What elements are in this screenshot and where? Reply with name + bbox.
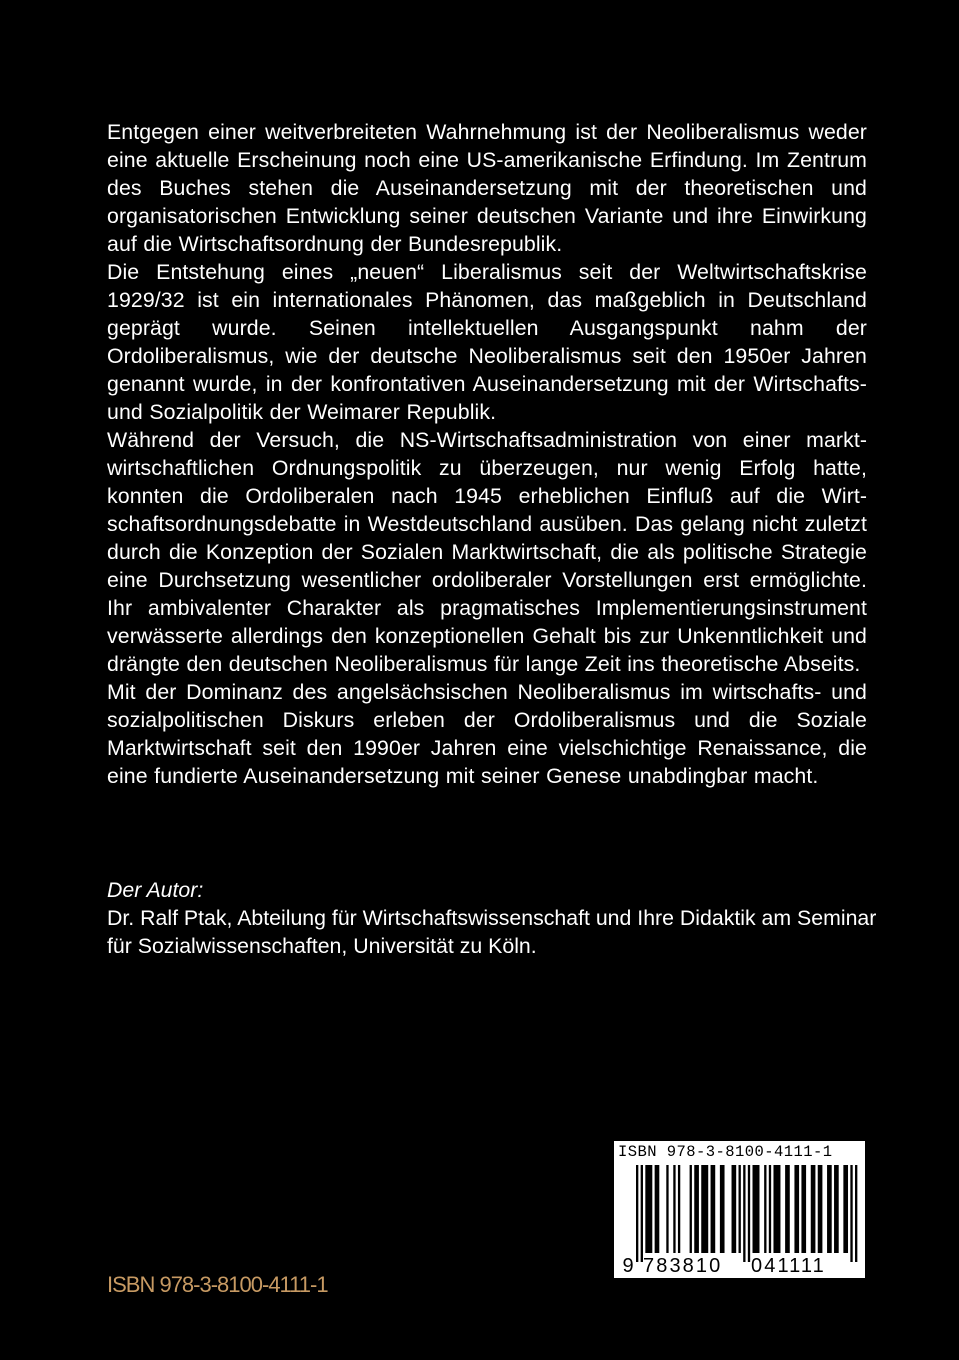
barcode-bar (645, 1165, 652, 1253)
barcode-bar (690, 1165, 692, 1253)
barcode-guard-bar (641, 1165, 643, 1262)
barcode-graphic (614, 1141, 865, 1278)
barcode-bar (801, 1165, 806, 1253)
barcode-bar (701, 1165, 708, 1253)
blurb-paragraph: Mit der Dominanz des angelsächsischen Neoliberalismus im wirtschafts- und sozialpolitischen Diskurs erleben der Ordoliberalismus und die Soziale Marktwirtschaft seit den 1990er Jahren eine vielschichtige Renaissance, die eine fundierte Auseinandersetzung mit seiner Genese unabdingbar macht. (107, 680, 867, 788)
barcode-bar (694, 1165, 699, 1253)
barcode-bar (655, 1165, 660, 1253)
barcode-bar (720, 1165, 725, 1253)
barcode-bar (732, 1165, 737, 1253)
barcode-bar (753, 1165, 760, 1253)
back-cover-blurb (107, 118, 867, 790)
barcode-bar (764, 1165, 766, 1253)
blurb-paragraph: Die Entstehung eines „neuen“ Liberalismus seit der Weltwirtschaftskrise 1929/32 ist ein internationales Phänomen, das maßgeblich in Deutschland geprägt wurde. Seinen intellektuellen Ausgangspunkt nahm der Ordoliberalismus, wie der deutsche Neoliberalismus seit den 1950er Jahren genannt wurde, in der konfrontativen Auseinandersetzung mit der Wirtschafts- und Sozialpolitik der Weimarer Republik. (107, 260, 867, 424)
barcode-bar (773, 1165, 780, 1253)
isbn-text: ISBN 978-3-8100-4111-1 (107, 1272, 328, 1297)
barcode-bar (834, 1165, 839, 1253)
barcode-bar (811, 1165, 816, 1253)
barcode-bar (666, 1165, 668, 1253)
barcode-guard-bar (636, 1165, 638, 1262)
barcode-bar (711, 1165, 716, 1253)
barcode-bar (739, 1165, 741, 1253)
barcode-isbn-label: ISBN 978-3-8100-4111-1 (618, 1143, 833, 1161)
barcode-bar (678, 1165, 680, 1253)
ean-first-digit: 9 (622, 1255, 634, 1277)
barcode-bar (827, 1165, 832, 1253)
ean-left-digits: 783810 (643, 1255, 723, 1277)
author-bio: Dr. Ralf Ptak, Abteilung für Wirtschaftswissenschaft und Ihre Didaktik am Seminar für Sozialwissenschaften, Universität zu Köln. (107, 906, 877, 958)
barcode-bar (769, 1165, 771, 1253)
isbn-barcode (614, 1141, 865, 1278)
barcode-guard-bar (855, 1165, 857, 1262)
barcode-bar (843, 1165, 848, 1253)
barcode-bar (818, 1165, 823, 1253)
blurb-paragraph: Entgegen einer weitverbreiteten Wahrnehmung ist der Neoliberalismus weder eine aktuelle Erscheinung noch eine US-amerikanische Erfindung. Im Zentrum des Buches stehen die Auseinandersetzung mit der theoretischen und organisatorischen Entwicklung seiner deutschen Variante und ihre Einwirkung auf die Wirtschaftsordnung der Bundesrepublik. (107, 120, 867, 256)
barcode-guard-bar (748, 1165, 750, 1262)
barcode-bar (785, 1165, 790, 1253)
barcode-guard-bar (743, 1165, 745, 1262)
barcode-bar (673, 1165, 675, 1253)
author-heading: Der Autor: (107, 878, 204, 902)
ean-right-digits: 041111 (751, 1255, 826, 1277)
barcode-bar (794, 1165, 799, 1253)
blurb-paragraph: Während der Versuch, die NS-Wirtschaftsadministration von einer marktwirtschaftlichen Ordnungspolitik zu überzeugen, nur wenig Erfolg hatte, konnten die Ordoliberalen nach 1945 erheblichen Einfluß auf die Wirtschaftsordnungsdebatte in Westdeutschland ausüben. Das gelang nicht zuletzt durch die Konzeption der Sozialen Marktwirtschaft, die als politische Strategie eine Durchsetzung wesentlicher ordoliberaler Vorstellungen erst ermöglichte. Ihr ambivalenter Charakter als pragmatisches Implementierungsinstrument verwässerte allerdings den konzeptionellen Gehalt bis zur Unkenntlichkeit und drängte den deutschen Neoliberalismus für lange Zeit ins theoretische Abseits. (107, 428, 867, 676)
barcode-guard-bar (850, 1165, 852, 1262)
